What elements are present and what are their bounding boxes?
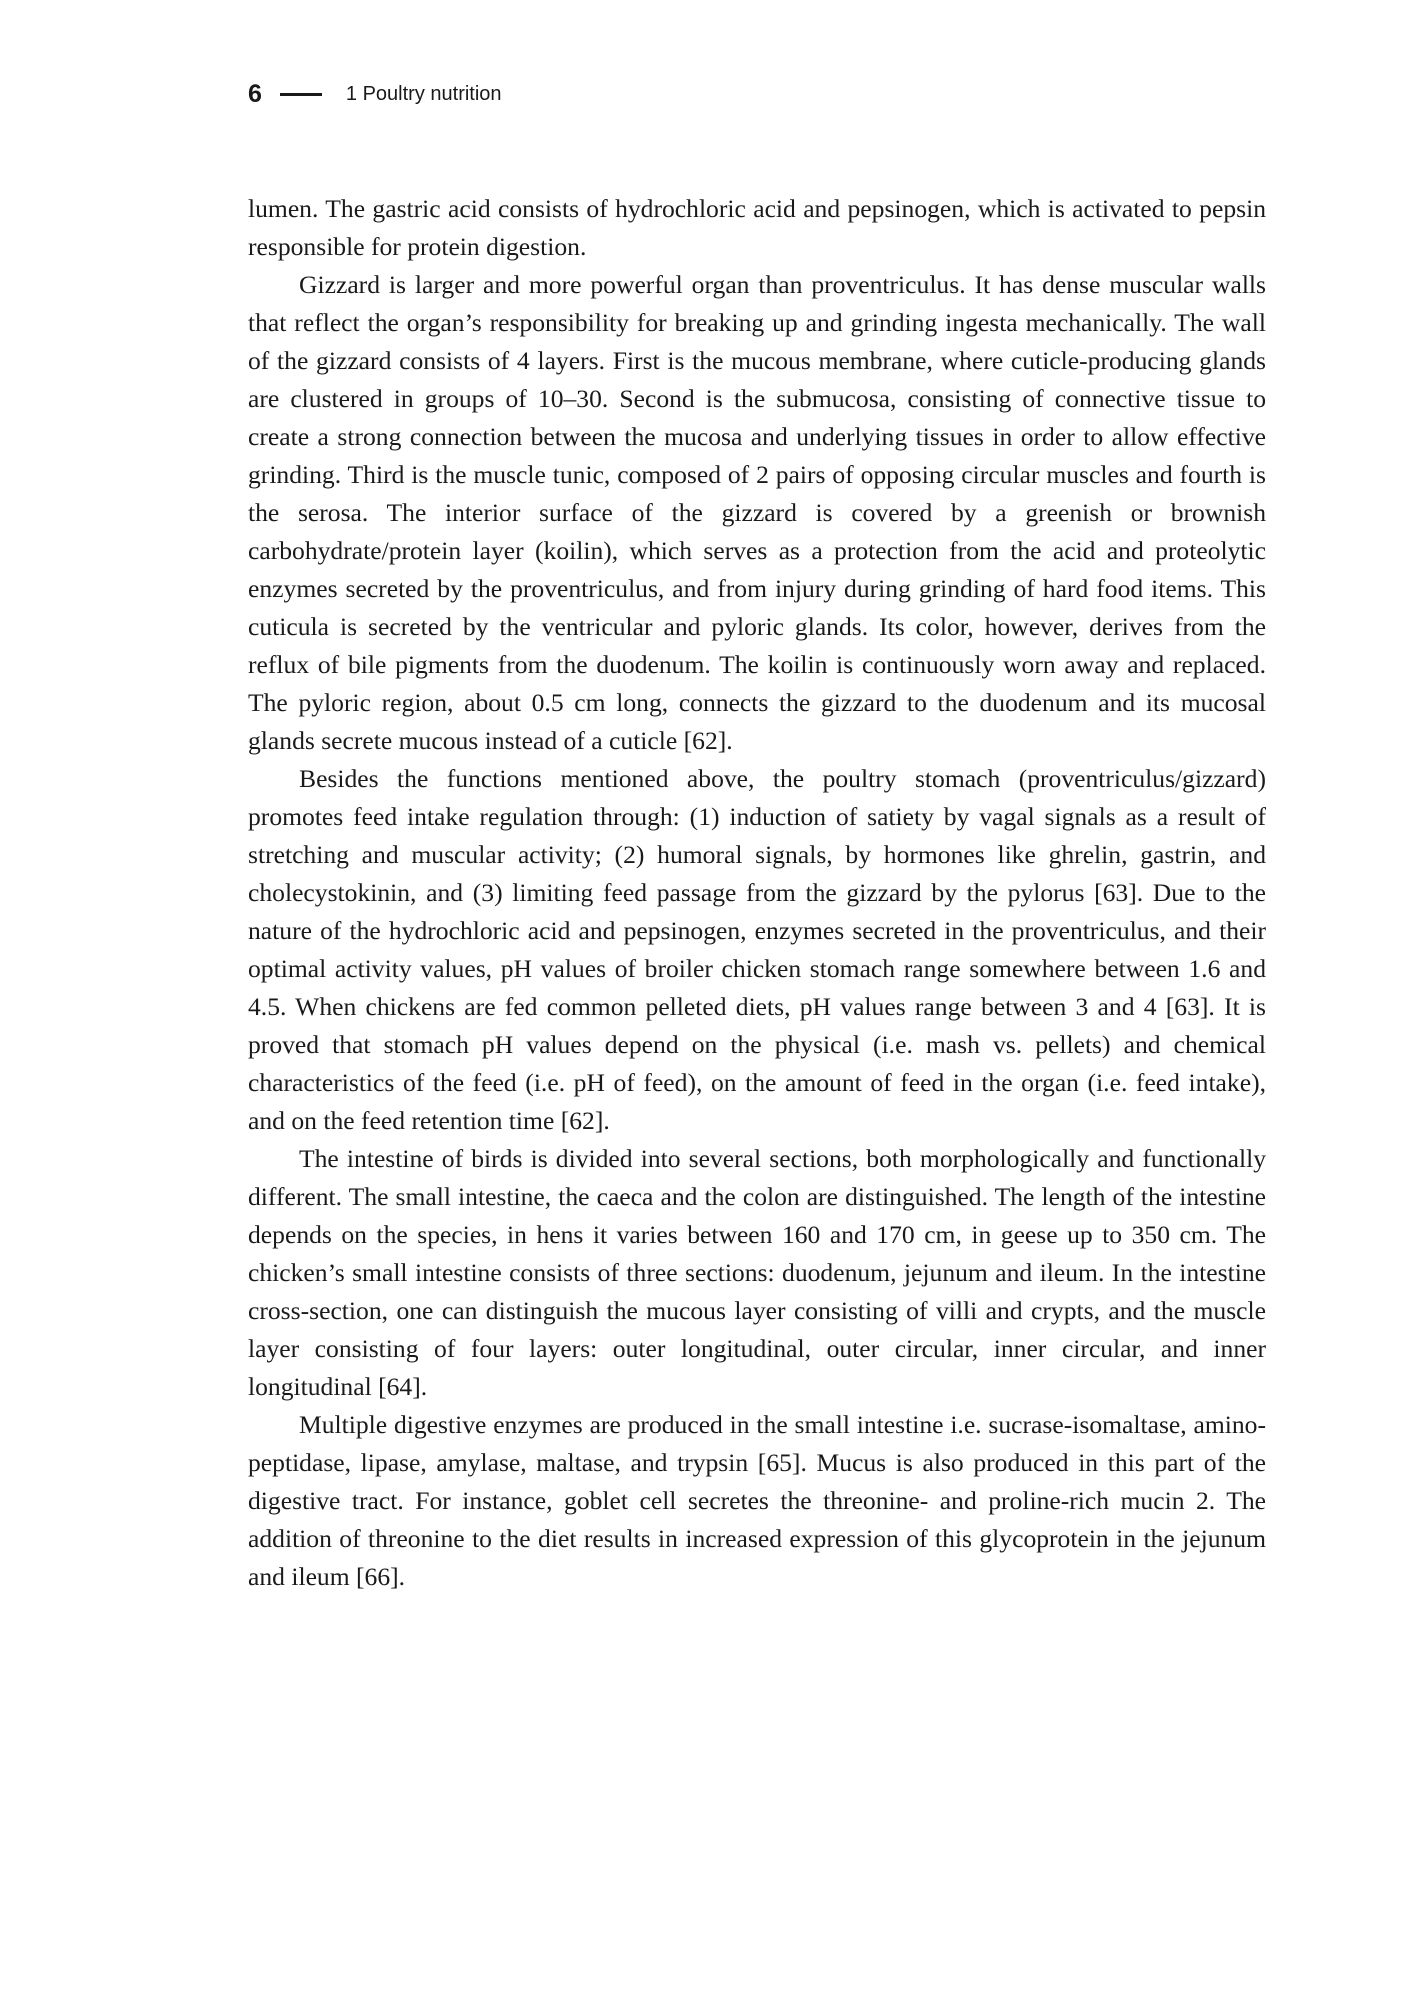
- paragraph-stomach-acid: lumen. The gastric acid consists of hydrochloric acid and pepsinogen, which is activated to pepsin responsible for protein digestion.: [248, 194, 1266, 261]
- running-title: 1 Poultry nutrition: [345, 83, 502, 105]
- page-number: 6: [248, 79, 262, 108]
- paragraph-enzymes: Multiple digestive enzymes are produced in the small intestine i.e. sucrase-isomaltase, amino-peptidase, lipase, amylase, maltase, and trypsin [65]. Mucus is also produced in this part of the digestive tract. For instance, goblet cell secretes the threonine- and proline-rich mucin 2. The addition of threonine to the diet results in increased expression of this glycoprotein in the jejunum and ileum [66].: [248, 1410, 1266, 1591]
- body-text: [248, 190, 1266, 1596]
- paragraph-feed-intake: Besides the functions mentioned above, the poultry stomach (proventriculus/gizzard) promotes feed intake regulation through: (1) induction of satiety by vagal signals as a result of stretching and muscular activity; (2) humoral signals, by hormones like ghrelin, gastrin, and cholecystokinin, and (3) limiting feed passage from the gizzard by the pylorus [63]. Due to the nature of the hydrochloric acid and pepsinogen, enzymes secreted in the proventriculus, and their optimal activity values, pH values of broiler chicken stomach range somewhere between 1.6 and 4.5. When chickens are fed common pelleted diets, pH values range between 3 and 4 [63]. It is proved that stomach pH values depend on the physical (i.e. mash vs. pellets) and chemical characteristics of the feed (i.e. pH of feed), on the amount of feed in the organ (i.e. feed intake), and on the feed retention time [62].: [248, 764, 1266, 1135]
- header-rule: [280, 93, 322, 96]
- running-header: [248, 76, 502, 112]
- paragraph-intestine: The intestine of birds is divided into several sections, both morphologically and functionally different. The small intestine, the caeca and the colon are distinguished. The length of the intestine depends on the species, in hens it varies between 160 and 170 cm, in geese up to 350 cm. The chicken’s small intestine consists of three sections: duodenum, jejunum and ileum. In the intestine cross-section, one can distinguish the mucous layer consisting of villi and crypts, and the muscle layer consisting of four layers: outer longitudinal, outer circular, inner circular, and inner longitudinal [64].: [248, 1144, 1266, 1401]
- paragraph-gizzard: Gizzard is larger and more powerful organ than proventriculus. It has dense muscular walls that reflect the organ’s responsibility for breaking up and grinding ingesta mechanically. The wall of the gizzard consists of 4 layers. First is the mucous membrane, where cuticle-producing glands are clustered in groups of 10–30. Second is the submucosa, consisting of connective tissue to create a strong connection between the mucosa and underlying tissues in order to allow effective grinding. Third is the muscle tunic, composed of 2 pairs of opposing circular muscles and fourth is the serosa. The interior surface of the gizzard is covered by a greenish or brownish carbohydrate/protein layer (koilin), which serves as a protection from the acid and proteolytic enzymes secreted by the proventriculus, and from injury during grinding of hard food items. This cuticula is secreted by the ventricular and pyloric glands. Its color, however, derives from the reflux of bile pigments from the duodenum. The koilin is continuously worn away and replaced. The pyloric region, about 0.5 cm long, connects the gizzard to the duodenum and its mucosal glands secrete mucous instead of a cuticle [62].: [248, 270, 1266, 755]
